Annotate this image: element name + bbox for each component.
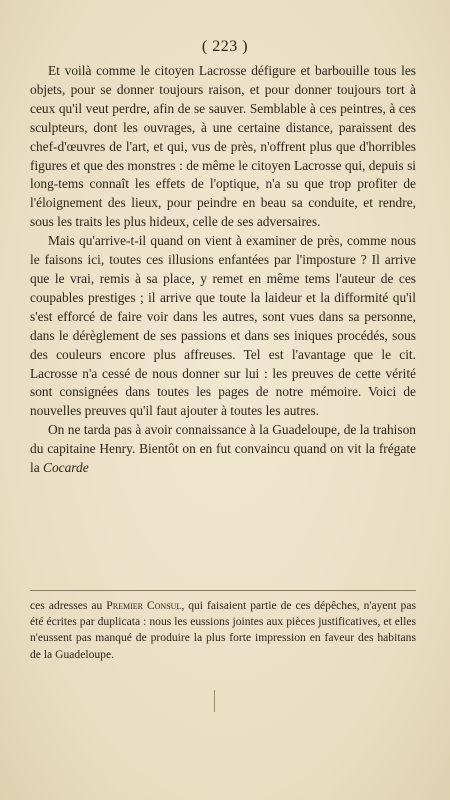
footnote-after: , qui faisaient partie de ces dépêches, n'ayent pas été écrites par duplicata : nous les eussions jointes aux pièces justificatives, et elles n'eussent pas manqué de produire la plus forte impression en faveur des habitans de la Guadeloupe. <box>30 599 416 661</box>
paragraph-1: Et voilà comme le citoyen Lacrosse défigure et barbouille tous les objets, pour se donner toujours raison, et pour donner toujours tort à ceux qu'il veut perdre, afin de se sauver. Semblable à ces peintres, à ces sculpteurs, dont les ouvrages, à une certaine distance, paraissent des chef-d'œuvres de l'art, et qui, vus de près, n'offrent plus que d'horribles figures et que des monstres : de même le citoyen Lacrosse qui, depuis si long-tems connaît les effets de l'optique, n'a su que trop profiter de l'éloignement des lieux, pour peindre en beau sa conduite, et rendre, sous les traits les plus hideux, celle de ses adversaires. <box>30 63 416 230</box>
footnote-divider <box>30 590 416 591</box>
paragraph-3-text: On ne tarda pas à avoir connaissance à la Guadeloupe, de la trahison du capitaine Henry. Bientôt on en fut convaincu quand on vit la frégate la <box>30 422 416 476</box>
footnote-before: ces adresses au <box>30 599 107 612</box>
ship-name: Cocarde <box>43 460 89 476</box>
binding-mark <box>214 690 215 712</box>
main-text <box>30 62 416 478</box>
footnote-title: Premier Consul <box>106 599 182 612</box>
paragraph-2: Mais qu'arrive-t-il quand on vient à examiner de près, comme nous le faisons ici, toutes ces illusions enfantées par l'imposture ? Il arrive que le vrai, remis à sa place, y remet en même tems l'auteur de ces coupables prestiges ; il arrive que toute la laideur et la difformité qu'il s'est efforcé de faire voir dans les autres, sont vues dans sa personne, dans le dérèglement de ses passions et dans ses iniques procédés, sous des couleurs encore plus affreuses. Tel est l'avantage que le cit. Lacrosse n'a cessé de nous donner sur lui : les preuves de cette vérité sont consignées dans toutes les pages de notre mémoire. Voici de nouvelles preuves qu'il faut ajouter à toutes les autres. <box>30 233 416 419</box>
footnote <box>30 598 416 663</box>
paragraph-3 <box>30 421 416 478</box>
page-number: ( 223 ) <box>201 38 249 55</box>
